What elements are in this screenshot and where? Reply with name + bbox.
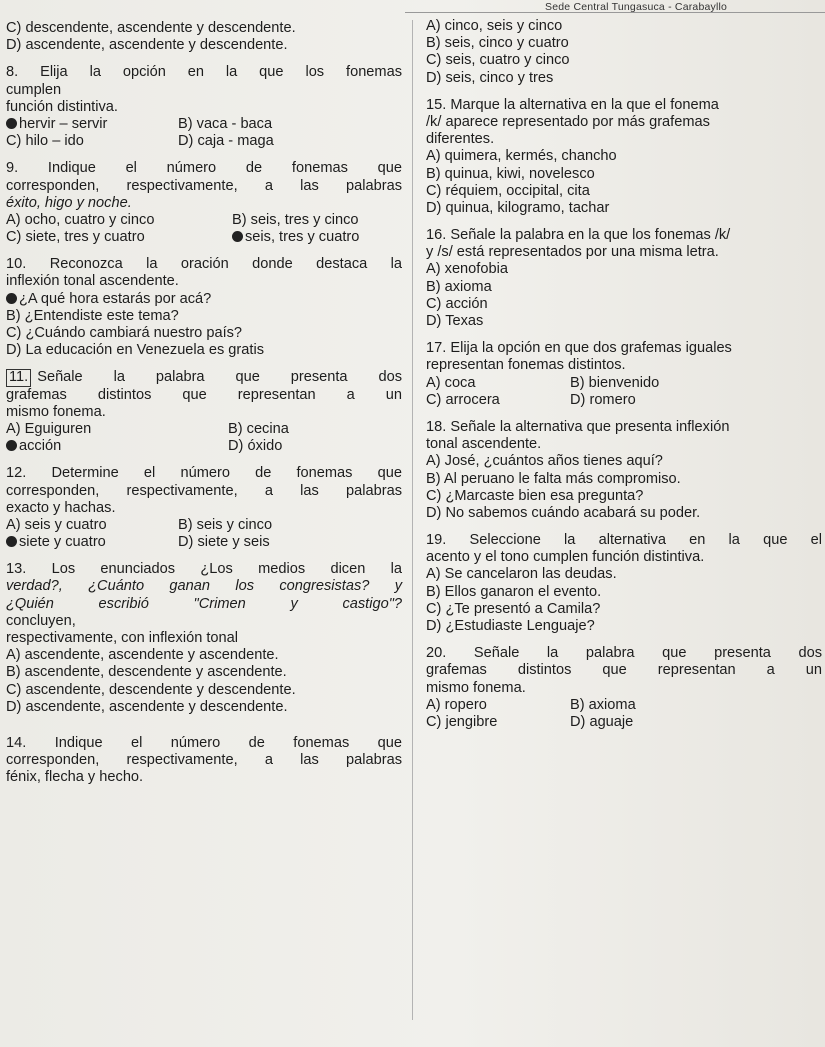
q17-option-c: C) arrocera — [426, 391, 500, 408]
q12-option-b: B) seis y cinco — [178, 516, 273, 533]
q17-option-b: B) bienvenido — [570, 374, 660, 391]
q19-stem-2: acento y el tono cumplen función distintiva. — [426, 549, 705, 566]
q15-stem-2: /k/ aparece representado por más grafemas — [426, 113, 710, 130]
q13-option-b: B) ascendente, descendente y ascendente. — [6, 664, 287, 681]
q9-option-d: seis, tres y cuatro — [232, 229, 359, 246]
q14-stem-3: fénix, flecha y hecho. — [6, 769, 144, 786]
q9-option-c: C) siete, tres y cuatro — [6, 229, 145, 246]
q20-options-cd — [426, 714, 822, 731]
q16-stem-2: y /s/ está representados por una misma letra. — [426, 244, 719, 261]
q20-stem-1: 20. Señale la palabra que presenta dos — [426, 645, 822, 662]
q10-stem-2: inflexión tonal ascendente. — [6, 273, 179, 290]
q20-stem-3: mismo fonema. — [426, 679, 526, 696]
q12-stem-3: exacto y hachas. — [6, 499, 116, 516]
q13-stem-1: 13. Los enunciados ¿Los medios dicen la — [6, 561, 402, 578]
q12-option-a: A) seis y cuatro — [6, 516, 107, 533]
q11-options-cd — [6, 438, 402, 455]
q11-option-d: D) óxido — [228, 438, 283, 455]
q13-stem-4: concluyen, — [6, 612, 76, 629]
q10-stem-1: 10. Reconozca la oración donde destaca la — [6, 256, 402, 273]
q16-option-d: D) Texas — [426, 313, 484, 329]
q12-options-ab — [6, 517, 402, 534]
q17-option-d: D) romero — [570, 391, 636, 408]
right-column — [426, 18, 822, 731]
q16-stem-1: 16. Señale la palabra en la que los fonemas /k/ — [426, 227, 731, 244]
q13-stem-5: respectivamente, con inflexión tonal — [6, 630, 239, 646]
q11-stem-2: grafemas distintos que representan a un — [6, 386, 402, 403]
q15-option-d: D) quinua, kilogramo, tachar — [426, 199, 610, 216]
q12-options-cd — [6, 534, 402, 551]
q19-option-b: B) Ellos ganaron el evento. — [426, 583, 602, 600]
q16-option-b: B) axioma — [426, 278, 492, 295]
q13-option-a: A) ascendente, ascendente y ascendente. — [6, 647, 279, 664]
q8-options-cd — [6, 133, 402, 150]
q15-option-a: A) quimera, kermés, chancho — [426, 148, 617, 165]
q11-stem-1: Señale la palabra que presenta dos — [37, 369, 402, 386]
q12-stem-1: 12. Determine el número de fonemas que — [6, 465, 402, 482]
q8-stem-2: cumplen — [6, 81, 62, 98]
q8-stem-3: función distintiva. — [6, 98, 118, 115]
left-column — [6, 20, 402, 787]
q14-option-b: B) seis, cinco y cuatro — [426, 35, 569, 52]
q20-stem-2: grafemas distintos que representan a un — [426, 662, 822, 679]
q17-options-cd — [426, 392, 822, 409]
q14-option-c: C) seis, cuatro y cinco — [426, 52, 570, 69]
q11-option-b: B) cecina — [228, 420, 289, 437]
q9-stem-1: 9. Indique el número de fonemas que — [6, 160, 402, 177]
q9-stem-2: corresponden, respectivamente, a las palabras — [6, 177, 402, 194]
q7-option-c: C) descendente, ascendente y descendente. — [6, 20, 296, 36]
answer-mark-icon — [6, 440, 17, 451]
q10-option-c: C) ¿Cuándo cambiará nuestro país? — [6, 325, 243, 341]
q18-stem-1: 18. Señale la alternativa que presenta inflexión — [426, 418, 730, 435]
q11-options-ab — [6, 421, 402, 438]
q13-stem-2: verdad?, ¿Cuánto ganan los congresistas? y — [6, 578, 402, 595]
q17-stem-1: 17. Elija la opción en que dos grafemas iguales — [426, 340, 732, 357]
q18-option-d: D) No sabemos cuándo acabará su poder. — [426, 504, 701, 521]
q15-stem-3: diferentes. — [426, 131, 495, 148]
q19-option-c: C) ¿Te presentó a Camila? — [426, 600, 601, 617]
q13-option-d: D) ascendente, ascendente y descendente. — [6, 698, 288, 715]
q14-stem-2: corresponden, respectivamente, a las palabras — [6, 752, 402, 769]
q17-options-ab — [426, 375, 822, 392]
q11-number: 11. — [6, 369, 31, 386]
q8-options-ab — [6, 116, 402, 133]
q13-stem-3: ¿Quién escribió "Crimen y castigo"? — [6, 595, 402, 612]
q9-option-a: A) ocho, cuatro y cinco — [6, 211, 155, 228]
q20-option-d: D) aguaje — [570, 713, 634, 730]
q9-stem-3: éxito, higo y noche. — [6, 194, 132, 211]
q19-stem-1: 19. Seleccione la alternativa en la que el — [426, 532, 822, 549]
answer-mark-icon — [6, 536, 17, 547]
answer-mark-icon — [6, 118, 17, 129]
q12-stem-2: corresponden, respectivamente, a las palabras — [6, 482, 402, 499]
q11-option-c: acción — [6, 438, 228, 455]
q20-option-c: C) jengibre — [426, 713, 498, 730]
q16-option-a: A) xenofobia — [426, 261, 508, 278]
q10-option-a: ¿A qué hora estarás por acá? — [6, 291, 402, 308]
q11-stem-3: mismo fonema. — [6, 403, 106, 420]
q18-option-b: B) Al peruano le falta más compromiso. — [426, 470, 681, 487]
q15-option-c: C) réquiem, occipital, cita — [426, 182, 590, 199]
q20-option-a: A) ropero — [426, 696, 487, 713]
q15-option-b: B) quinua, kiwi, novelesco — [426, 165, 595, 182]
q17-option-a: A) coca — [426, 374, 476, 391]
page-header: Sede Central Tungasuca - Carabayllo — [545, 1, 728, 13]
q18-option-a: A) José, ¿cuántos años tienes aquí? — [426, 453, 663, 470]
q11-stem-1-row — [6, 369, 402, 386]
q17-stem-2: representan fonemas distintos. — [426, 357, 626, 374]
q18-option-c: C) ¿Marcaste bien esa pregunta? — [426, 487, 644, 504]
q8-option-a: hervir – servir — [6, 116, 178, 133]
q19-option-a: A) Se cancelaron las deudas. — [426, 566, 617, 583]
q20-option-b: B) axioma — [570, 696, 636, 713]
q8-option-d: D) caja - maga — [178, 133, 274, 150]
q18-stem-2: tonal ascendente. — [426, 436, 542, 453]
q10-option-d: D) La educación en Venezuela es gratis — [6, 342, 264, 359]
q14-option-d: D) seis, cinco y tres — [426, 69, 554, 86]
q8-option-c: C) hilo – ido — [6, 133, 84, 150]
q20-options-ab — [426, 697, 822, 714]
q9-options-ab — [6, 212, 402, 229]
q8-option-b: B) vaca - baca — [178, 115, 273, 132]
q12-option-c: siete y cuatro — [6, 534, 178, 551]
q15-stem-1: 15. Marque la alternativa en la que el fonema — [426, 96, 719, 113]
q16-option-c: C) acción — [426, 295, 488, 312]
q14-stem-1: 14. Indique el número de fonemas que — [6, 734, 402, 751]
q12-option-d: D) siete y seis — [178, 534, 270, 551]
q9-option-b: B) seis, tres y cinco — [232, 211, 359, 228]
answer-mark-icon — [232, 231, 243, 242]
q10-option-b: B) ¿Entendiste este tema? — [6, 307, 179, 324]
q19-option-d: D) ¿Estudiaste Lenguaje? — [426, 618, 595, 634]
q14-option-a: A) cinco, seis y cinco — [426, 18, 563, 34]
answer-mark-icon — [6, 293, 17, 304]
q13-option-c: C) ascendente, descendente y descendente. — [6, 681, 296, 698]
header-rule — [405, 12, 825, 13]
q11-option-a: A) Eguiguren — [6, 420, 92, 437]
q8-stem-1: 8. Elija la opción en la que los fonemas — [6, 64, 402, 81]
q9-options-cd — [6, 229, 402, 246]
q7-option-d: D) ascendente, ascendente y descendente. — [6, 37, 288, 54]
column-divider — [412, 20, 413, 1020]
